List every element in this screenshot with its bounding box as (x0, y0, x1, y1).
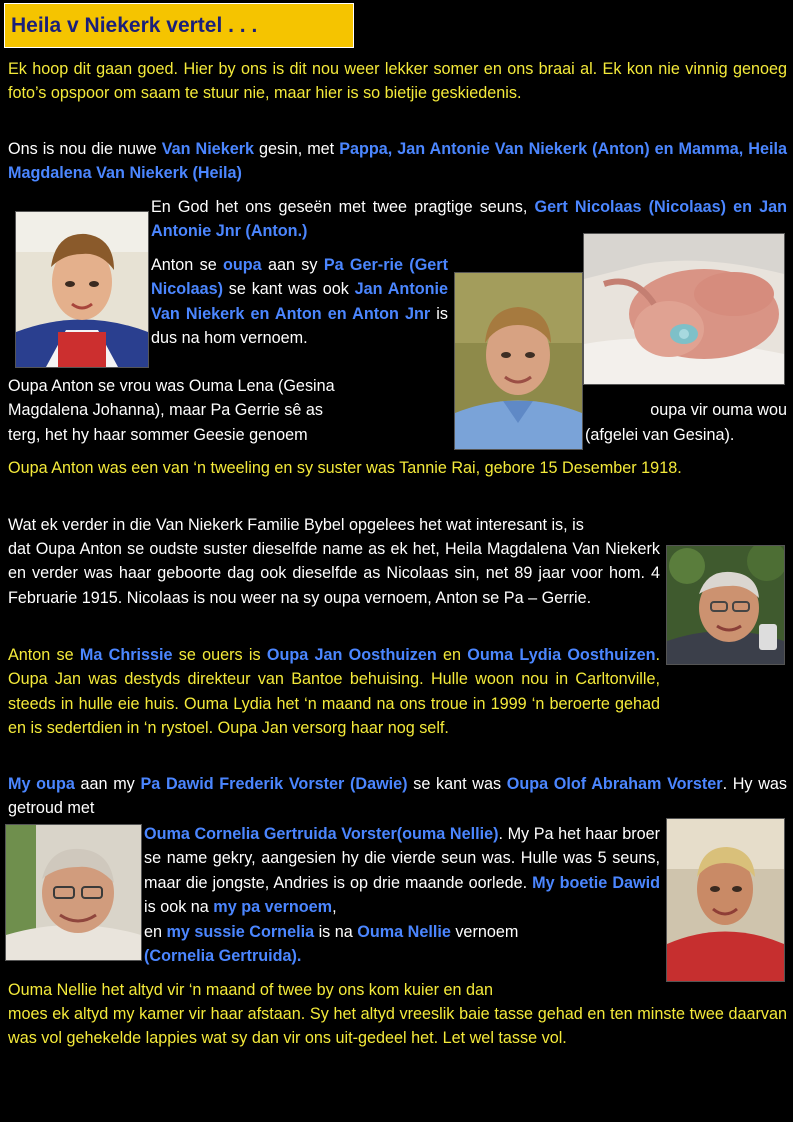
text-segment: se kant was (407, 775, 507, 793)
oosthuizen-line (8, 643, 660, 741)
text-segment: en (436, 646, 468, 664)
text-segment: aan my (74, 775, 141, 793)
bible-paragraph: dat Oupa Anton se oudste suster dieselfde name as ek het, Heila Magdalena Van Niekerk en verder was haar geboorte dag ook dieselfde as Nicolaas sin, net 89 jaar voor hom. 4 Februarie 1915. Nicolaas is nou weer na sy oupa vernoem, Anton se Pa – Gerrie. (8, 540, 660, 607)
older-man-glasses-photo (5, 824, 142, 961)
text-segment: is ook na (144, 898, 214, 917)
baby-photo (583, 233, 785, 385)
highlight: my sussie Cornelia (166, 923, 315, 941)
highlight: Ouma Cornelia Gertruida Vorster(ouma Nellie) (144, 825, 499, 843)
text-segment: is na (314, 923, 358, 941)
text-segment: aan sy (261, 256, 324, 274)
text-segment: se kant was ook (222, 280, 355, 299)
vorster-line (8, 772, 787, 821)
highlight: Pa Dawid Frederik Vorster (Dawie) (140, 775, 408, 793)
bible-line: Wat ek verder in die Van Niekerk Familie Bybel opgelees het wat interesant is, is (8, 516, 584, 534)
grandpa-photo-image (667, 546, 784, 664)
text-segment: . Oupa Jan was destyds direkteur van Bantoe behuising. Hulle woon nou in Carltonville, steeds in hulle eie huis. Ouma Lydia het ‘n maand na ons troue in 1999 ‘n beroerte gehad en is sedertdien in ‘n rystoel. Oupa Jan versorg haar nog self. (8, 646, 660, 738)
highlight: Ouma Lydia Oosthuizen (467, 646, 656, 664)
nellie-line: Ouma Nellie het altyd vir ‘n maand of twee by ons kom kuier en dan (8, 981, 493, 999)
highlight: my pa vernoem (213, 898, 333, 917)
family-paragraph (8, 137, 787, 186)
vorster-line (144, 920, 660, 944)
highlight: Gert Nicolaas (Nicolaas) en Jan Antonie Jnr (Anton.) (151, 198, 787, 241)
nellie-paragraph: moes ek altyd my kamer vir haar afstaan. Sy het altyd vreeslik baie tasse gehad en ten minste twee daarvan was vol gehekelde lappies wat sy dan vir ons uit-gedeel het. Let wel tasse vol. (8, 1005, 787, 1048)
highlight: Ma Chrissie (79, 646, 173, 664)
highlight: Van Niekerk (161, 140, 254, 158)
text-segment: en (144, 923, 167, 941)
oupa-line: oupa vir ouma wou (650, 401, 787, 419)
oupa-line: Magdalena Johanna), maar Pa Gerrie sê as (8, 401, 323, 419)
text-segment: , (332, 898, 337, 917)
grandpa-photo (666, 545, 785, 665)
highlight: Ouma Nellie (357, 923, 451, 941)
highlight: Oupa Olof Abraham Vorster (506, 775, 723, 793)
intro-paragraph: Ek hoop dit gaan goed. Hier by ons is dit nou weer lekker somer en ons braai al. Ek kon nie vinnig genoeg foto’s opspoor om saam te stuur nie, maar hier is so bietjie geskiedenis. (8, 60, 787, 103)
text-segment: . Hy was getroud met (8, 775, 787, 818)
highlight: Pa Ger-rie (Gert Nicolaas) (151, 256, 448, 299)
text-segment: . My Pa het haar broer se name gekry, aangesien hy die vierde seun was. Hulle was 5 seuns, maar die jongste, Andries is op drie maande oorlede. (144, 825, 660, 892)
oupa-line: Oupa Anton se vrou was Ouma Lena (Gesina (8, 377, 335, 395)
page-title: Heila v Niekerk vertel . . . (4, 3, 354, 48)
vorster-paragraph (144, 822, 660, 920)
oupa-paragraph (151, 253, 448, 351)
older-man-glasses-photo-image (6, 825, 141, 960)
twin-paragraph: Oupa Anton was een van ‘n tweeling en sy suster was Tannie Rai, gebore 15 Desember 1918. (8, 459, 682, 477)
text-segment: Anton se (8, 646, 80, 664)
text-segment: Ons is nou die nuwe (8, 140, 162, 158)
highlight: My oupa (8, 775, 75, 793)
boy-photo (15, 211, 149, 368)
text-segment: se ouers is (172, 646, 267, 664)
text-segment: is dus na hom vernoem. (151, 304, 448, 348)
boy-photo-image (16, 212, 148, 367)
highlight: Jan Antonie Van Niekerk en Anton en Anton Jnr (151, 280, 448, 323)
baby-photo-image (584, 234, 784, 384)
young-man-photo (454, 272, 583, 450)
highlight: Pappa, Jan Antonie Van Niekerk (Anton) en Mamma, Heila Magdalena Van Niekerk (Heila) (8, 140, 787, 183)
man-red-shirt-photo-image (667, 819, 784, 981)
highlight: My boetie Dawid (532, 873, 660, 892)
highlight: Oupa Jan Oosthuizen (266, 646, 437, 664)
young-man-photo-image (455, 273, 582, 449)
vorster-line: (Cornelia Gertruida). (144, 947, 302, 965)
text-segment: gesin, met (254, 140, 340, 158)
man-red-shirt-photo (666, 818, 785, 982)
text-segment: Anton se (151, 256, 224, 274)
text-segment: En God het ons geseën met twee pragtige seuns, (151, 198, 535, 216)
highlight: oupa (223, 256, 262, 274)
oupa-line: terg, het hy haar sommer Geesie genoem (8, 426, 308, 444)
text-segment: vernoem (450, 923, 519, 941)
oupa-line: (afgelei van Gesina). (585, 426, 735, 444)
